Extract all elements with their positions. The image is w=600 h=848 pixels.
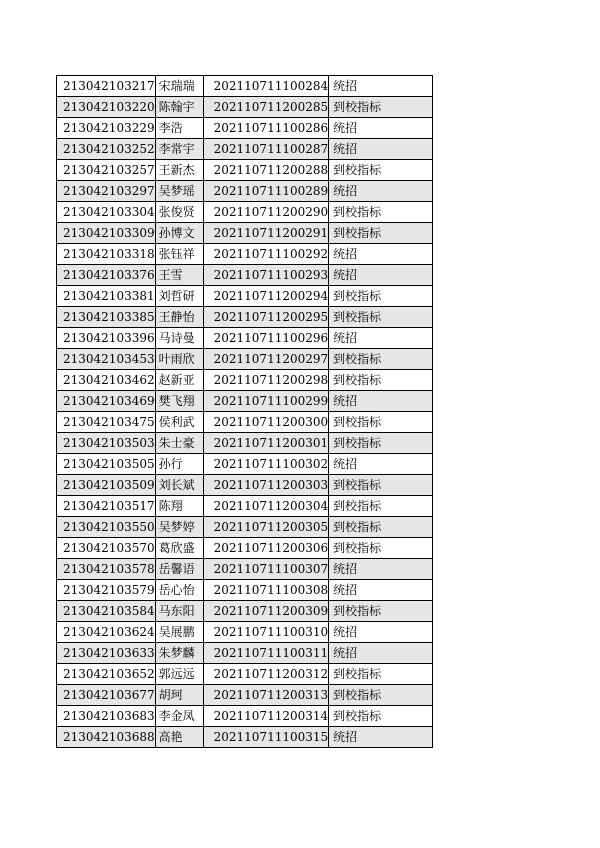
registration-number-cell: 202110711200285	[203, 97, 329, 118]
registration-number-cell: 202110711100311	[203, 643, 329, 664]
registration-number-cell: 202110711200306	[203, 538, 329, 559]
registration-number-cell: 202110711100308	[203, 580, 329, 601]
student-name-cell: 郭远远	[155, 664, 203, 685]
admission-type-cell: 到校指标	[329, 433, 433, 454]
student-id-cell: 213042103252	[57, 139, 156, 160]
registration-number-cell: 202110711200304	[203, 496, 329, 517]
student-name-cell: 李常宇	[155, 139, 203, 160]
admission-type-cell: 统招	[329, 643, 433, 664]
admission-type-cell: 到校指标	[329, 412, 433, 433]
student-name-cell: 岳馨语	[155, 559, 203, 580]
registration-number-cell: 202110711200291	[203, 223, 329, 244]
admission-list-table	[56, 75, 433, 748]
student-id-cell: 213042103385	[57, 307, 156, 328]
table-row	[57, 139, 433, 160]
admission-type-cell: 统招	[329, 454, 433, 475]
table-row	[57, 118, 433, 139]
table-row	[57, 76, 433, 97]
student-id-cell: 213042103257	[57, 160, 156, 181]
table-row	[57, 559, 433, 580]
student-id-cell: 213042103633	[57, 643, 156, 664]
table-row	[57, 538, 433, 559]
student-name-cell: 孙行	[155, 454, 203, 475]
admission-type-cell: 统招	[329, 727, 433, 748]
admission-type-cell: 到校指标	[329, 475, 433, 496]
student-name-cell: 马东阳	[155, 601, 203, 622]
student-name-cell: 吴梦婷	[155, 517, 203, 538]
admission-type-cell: 到校指标	[329, 601, 433, 622]
student-id-cell: 213042103584	[57, 601, 156, 622]
student-name-cell: 高艳	[155, 727, 203, 748]
student-id-cell: 213042103462	[57, 370, 156, 391]
table-row	[57, 370, 433, 391]
registration-number-cell: 202110711100286	[203, 118, 329, 139]
table-row	[57, 328, 433, 349]
student-id-cell: 213042103688	[57, 727, 156, 748]
registration-number-cell: 202110711200298	[203, 370, 329, 391]
student-name-cell: 马诗曼	[155, 328, 203, 349]
registration-number-cell: 202110711200290	[203, 202, 329, 223]
table-row	[57, 349, 433, 370]
admission-type-cell: 到校指标	[329, 706, 433, 727]
admission-type-cell: 到校指标	[329, 496, 433, 517]
admission-type-cell: 到校指标	[329, 223, 433, 244]
registration-number-cell: 202110711200303	[203, 475, 329, 496]
table-row	[57, 307, 433, 328]
student-id-cell: 213042103376	[57, 265, 156, 286]
registration-number-cell: 202110711100287	[203, 139, 329, 160]
student-id-cell: 213042103304	[57, 202, 156, 223]
admission-type-cell: 统招	[329, 118, 433, 139]
registration-number-cell: 202110711100292	[203, 244, 329, 265]
registration-number-cell: 202110711200295	[203, 307, 329, 328]
student-id-cell: 213042103217	[57, 76, 156, 97]
student-name-cell: 刘长斌	[155, 475, 203, 496]
student-id-cell: 213042103453	[57, 349, 156, 370]
table-row	[57, 181, 433, 202]
student-name-cell: 赵新亚	[155, 370, 203, 391]
table-row	[57, 412, 433, 433]
registration-number-cell: 202110711200294	[203, 286, 329, 307]
admission-type-cell: 到校指标	[329, 160, 433, 181]
student-name-cell: 孙博文	[155, 223, 203, 244]
student-id-cell: 213042103220	[57, 97, 156, 118]
registration-number-cell: 202110711100302	[203, 454, 329, 475]
admission-type-cell: 到校指标	[329, 538, 433, 559]
student-id-cell: 213042103550	[57, 517, 156, 538]
admission-type-cell: 到校指标	[329, 685, 433, 706]
table-row	[57, 685, 433, 706]
table-row	[57, 643, 433, 664]
student-name-cell: 朱士豪	[155, 433, 203, 454]
student-id-cell: 213042103505	[57, 454, 156, 475]
table-row	[57, 433, 433, 454]
registration-number-cell: 202110711200305	[203, 517, 329, 538]
table-row	[57, 622, 433, 643]
student-name-cell: 侯利武	[155, 412, 203, 433]
admission-type-cell: 统招	[329, 328, 433, 349]
registration-number-cell: 202110711200288	[203, 160, 329, 181]
student-name-cell: 宋瑞瑞	[155, 76, 203, 97]
table-row	[57, 202, 433, 223]
table-row	[57, 454, 433, 475]
admission-type-cell: 到校指标	[329, 664, 433, 685]
student-id-cell: 213042103578	[57, 559, 156, 580]
student-id-cell: 213042103475	[57, 412, 156, 433]
student-id-cell: 213042103570	[57, 538, 156, 559]
student-id-cell: 213042103229	[57, 118, 156, 139]
table-row	[57, 706, 433, 727]
registration-number-cell: 202110711200314	[203, 706, 329, 727]
admission-type-cell: 到校指标	[329, 517, 433, 538]
student-id-cell: 213042103309	[57, 223, 156, 244]
table-row	[57, 475, 433, 496]
table-row	[57, 160, 433, 181]
student-name-cell: 陈翰宇	[155, 97, 203, 118]
admission-type-cell: 统招	[329, 76, 433, 97]
student-name-cell: 刘哲研	[155, 286, 203, 307]
student-id-cell: 213042103318	[57, 244, 156, 265]
student-name-cell: 吴梦瑶	[155, 181, 203, 202]
registration-number-cell: 202110711100284	[203, 76, 329, 97]
table-row	[57, 97, 433, 118]
admission-type-cell: 统招	[329, 139, 433, 160]
table-body	[57, 76, 433, 748]
student-id-cell: 213042103503	[57, 433, 156, 454]
admission-type-cell: 统招	[329, 265, 433, 286]
admission-type-cell: 统招	[329, 181, 433, 202]
table-row	[57, 664, 433, 685]
student-id-cell: 213042103677	[57, 685, 156, 706]
registration-number-cell: 202110711100310	[203, 622, 329, 643]
admission-type-cell: 到校指标	[329, 370, 433, 391]
admission-type-cell: 统招	[329, 559, 433, 580]
student-name-cell: 张钰祥	[155, 244, 203, 265]
admission-type-cell: 统招	[329, 244, 433, 265]
registration-number-cell: 202110711100299	[203, 391, 329, 412]
registration-number-cell: 202110711100289	[203, 181, 329, 202]
table-row	[57, 244, 433, 265]
admission-type-cell: 到校指标	[329, 97, 433, 118]
student-name-cell: 王新杰	[155, 160, 203, 181]
student-name-cell: 岳心怡	[155, 580, 203, 601]
admission-type-cell: 到校指标	[329, 307, 433, 328]
student-id-cell: 213042103509	[57, 475, 156, 496]
admission-type-cell: 统招	[329, 580, 433, 601]
table-row	[57, 223, 433, 244]
registration-number-cell: 202110711200309	[203, 601, 329, 622]
student-id-cell: 213042103469	[57, 391, 156, 412]
table-row	[57, 496, 433, 517]
registration-number-cell: 202110711100315	[203, 727, 329, 748]
student-id-cell: 213042103517	[57, 496, 156, 517]
student-id-cell: 213042103396	[57, 328, 156, 349]
table-row	[57, 517, 433, 538]
student-name-cell: 陈翔	[155, 496, 203, 517]
admission-type-cell: 统招	[329, 622, 433, 643]
admission-type-cell: 到校指标	[329, 202, 433, 223]
registration-number-cell: 202110711200312	[203, 664, 329, 685]
student-name-cell: 王雪	[155, 265, 203, 286]
registration-number-cell: 202110711200313	[203, 685, 329, 706]
student-name-cell: 王静怡	[155, 307, 203, 328]
student-id-cell: 213042103297	[57, 181, 156, 202]
admission-type-cell: 统招	[329, 391, 433, 412]
student-id-cell: 213042103683	[57, 706, 156, 727]
registration-number-cell: 202110711200301	[203, 433, 329, 454]
student-name-cell: 张俊贤	[155, 202, 203, 223]
table-row	[57, 391, 433, 412]
student-name-cell: 朱梦麟	[155, 643, 203, 664]
table-row	[57, 286, 433, 307]
admission-type-cell: 到校指标	[329, 349, 433, 370]
student-name-cell: 吴展鹏	[155, 622, 203, 643]
student-name-cell: 胡珂	[155, 685, 203, 706]
student-id-cell: 213042103652	[57, 664, 156, 685]
admission-type-cell: 到校指标	[329, 286, 433, 307]
student-id-cell: 213042103381	[57, 286, 156, 307]
table-row	[57, 601, 433, 622]
student-id-cell: 213042103579	[57, 580, 156, 601]
table-row	[57, 580, 433, 601]
student-name-cell: 李浩	[155, 118, 203, 139]
registration-number-cell: 202110711200297	[203, 349, 329, 370]
student-name-cell: 葛欣盛	[155, 538, 203, 559]
student-name-cell: 李金凤	[155, 706, 203, 727]
student-name-cell: 叶雨欣	[155, 349, 203, 370]
student-id-cell: 213042103624	[57, 622, 156, 643]
registration-number-cell: 202110711100307	[203, 559, 329, 580]
table-row	[57, 265, 433, 286]
registration-number-cell: 202110711100296	[203, 328, 329, 349]
student-name-cell: 樊飞翔	[155, 391, 203, 412]
registration-number-cell: 202110711100293	[203, 265, 329, 286]
table-row	[57, 727, 433, 748]
registration-number-cell: 202110711200300	[203, 412, 329, 433]
